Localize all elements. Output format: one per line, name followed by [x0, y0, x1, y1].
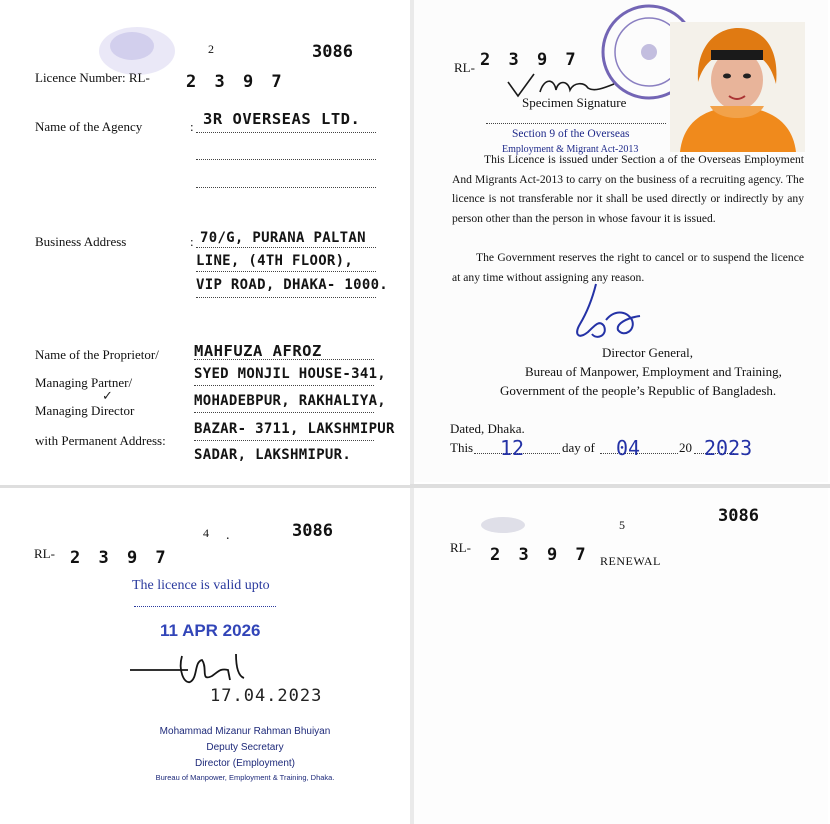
signer-bureau: Bureau of Manpower, Employment and Training, — [525, 364, 782, 379]
validity-page — [0, 488, 410, 824]
rl-number: 2 3 9 7 — [70, 548, 170, 568]
serial-number: 3086 — [312, 42, 353, 62]
year-prefix: 20 — [679, 440, 692, 455]
proprietor-photo — [670, 22, 805, 152]
portrait-image — [670, 22, 805, 152]
deputy-secretary-signature — [128, 648, 268, 690]
valid-upto-label: The licence is valid upto — [132, 578, 270, 593]
dotted-line — [194, 440, 374, 441]
officer-designation: Deputy Secretary — [206, 742, 284, 753]
page-number: 2 — [208, 42, 214, 56]
proprietor-label-2: Managing Partner/ — [35, 375, 133, 390]
dotted-line — [196, 297, 376, 298]
officer-department: Director (Employment) — [194, 758, 296, 769]
proprietor-label-4: with Permanent Address: — [35, 433, 166, 448]
signer-government: Government of the people’s Republic of Bangladesh. — [500, 383, 777, 398]
colon: : — [190, 234, 194, 249]
officer-bureau: Bureau of Manpower, Employment & Training, Dhaka. — [155, 773, 335, 782]
proprietor-address-line-3: BAZAR- 3711, LAKSHMIPUR — [194, 421, 395, 437]
government-rights-paragraph: The Government reserves the right to cancel or to suspend the licence at any time without assigning any reason. — [452, 251, 804, 284]
dotted-line — [194, 412, 374, 413]
month-value: 04 — [616, 436, 641, 460]
proprietor-name: MAHFUZA AFROZ — [194, 342, 322, 360]
agency-name-value: 3R OVERSEAS LTD. — [203, 110, 361, 128]
officer-name: Mohammad Mizanur Rahman Bhuiyan — [159, 726, 331, 737]
rl-number: 2 3 9 7 — [490, 545, 590, 565]
licence-terms-page — [414, 0, 828, 482]
serial-number: 3086 — [292, 521, 333, 541]
proprietor-label-1: Name of the Proprietor/ — [35, 347, 159, 362]
address-line-2: LINE, (4TH FLOOR), — [196, 253, 354, 269]
dotted-line — [486, 123, 666, 124]
check-mark: ✓ — [102, 388, 113, 403]
valid-upto-date-stamp: 11 APR 2026 — [160, 621, 261, 640]
proprietor-address-line-2: MOHADEBPUR, RAKHALIYA, — [194, 393, 387, 409]
page-number: 4 — [203, 526, 209, 540]
dotted-line — [196, 271, 376, 272]
dotted-line — [134, 606, 276, 607]
dotted-line — [196, 247, 376, 248]
business-address-label: Business Address — [35, 234, 127, 249]
director-general-signature — [566, 280, 656, 346]
rl-label: RL- — [34, 546, 55, 561]
dotted-line — [196, 187, 376, 188]
proprietor-label-3: Managing Director — [35, 403, 135, 418]
day-value: 12 — [500, 436, 525, 460]
renewal-page — [414, 488, 828, 824]
rl-label: RL- — [450, 540, 471, 555]
day-of-label: day of — [562, 440, 595, 455]
rl-label: RL- — [454, 60, 475, 75]
page-number: 5 — [619, 518, 625, 532]
proprietor-address-line-1: SYED MONJIL HOUSE-341, — [194, 366, 387, 382]
licence-number-value: 2 3 9 7 — [186, 72, 286, 92]
colon: : — [190, 119, 194, 134]
proprietor-address-line-4: SADAR, LAKSHMIPUR. — [194, 447, 352, 463]
this-label: This — [450, 440, 474, 455]
dotted-line — [194, 385, 374, 386]
signer-title: Director General, — [602, 345, 693, 360]
year-value: 2023 — [704, 436, 753, 460]
agency-name-label: Name of the Agency — [35, 119, 143, 134]
faded-stamp-mark — [478, 514, 528, 536]
dated-label: Dated, Dhaka. — [450, 421, 525, 436]
dotted-line — [194, 359, 374, 360]
section-stamp-line-1: Section 9 of the Overseas — [512, 128, 630, 140]
signing-date: 17.04.2023 — [210, 686, 323, 706]
licence-number-label: Licence Number: RL- — [35, 70, 150, 85]
dot-mark: . — [226, 528, 230, 543]
dotted-line — [196, 159, 376, 160]
rl-number: 2 3 9 7 — [480, 50, 580, 70]
licence-details-page — [0, 0, 410, 485]
dotted-line — [196, 132, 376, 133]
address-line-3: VIP ROAD, DHAKA- 1000. — [196, 277, 389, 293]
renewal-heading: RENEWAL — [600, 554, 661, 568]
section-stamp-line-2: Employment & Migrant Act-2013 — [502, 144, 639, 155]
address-line-1: 70/G, PURANA PALTAN — [200, 230, 366, 246]
licence-terms-paragraph: This Licence is issued under Section a of the Overseas Employment And Migrants Act-2013 to carry on the business of a recruiting agency. The licence is not transferable nor it shall be used directly or indirectly by any person other than the person in whose favour it is issued. — [452, 153, 804, 225]
serial-number: 3086 — [718, 506, 759, 526]
specimen-signature-label: Specimen Signature — [522, 95, 627, 110]
